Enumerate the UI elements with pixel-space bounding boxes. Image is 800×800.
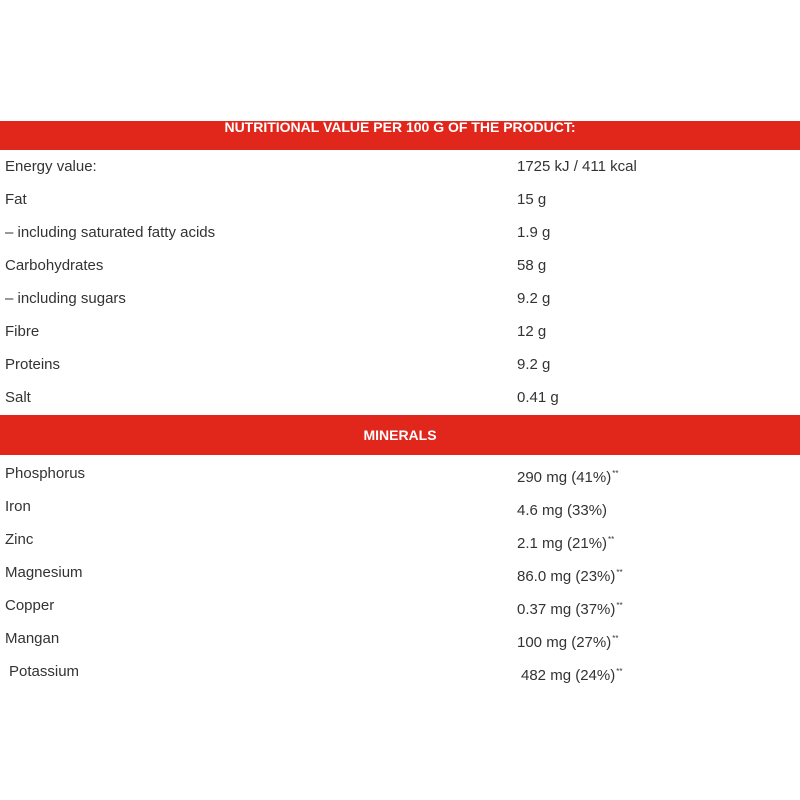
nutrient-value: 58 g <box>517 257 547 274</box>
table-row <box>0 315 800 348</box>
nutrient-name: Fat <box>5 191 27 208</box>
mineral-amount: 482 mg (24%) <box>521 667 616 684</box>
mineral-value <box>517 457 618 494</box>
mineral-name: Phosphorus <box>5 465 86 482</box>
table-row <box>0 183 800 216</box>
nutrient-value: 1.9 g <box>517 224 551 241</box>
table-row <box>0 523 800 556</box>
mineral-name: Magnesium <box>5 564 83 581</box>
table-row <box>0 216 800 249</box>
nutrient-name: Carbohydrates <box>5 257 104 274</box>
mineral-name: Potassium <box>9 663 80 680</box>
nutrient-name: – including sugars <box>5 290 126 307</box>
mineral-value <box>517 523 614 560</box>
nutrient-name: Salt <box>5 389 31 406</box>
table-row <box>0 622 800 655</box>
nutrition-table <box>0 150 800 414</box>
table-row <box>0 282 800 315</box>
footnote-mark: ** <box>616 568 623 577</box>
nutrient-value: 0.41 g <box>517 389 559 406</box>
table-row <box>0 249 800 282</box>
footnote-mark: ** <box>612 634 619 643</box>
footnote-mark: ** <box>616 601 623 610</box>
mineral-name: Mangan <box>5 630 60 647</box>
nutrient-value: 15 g <box>517 191 547 208</box>
mineral-amount: 4.6 mg (33%) <box>517 502 608 519</box>
minerals-table <box>0 457 800 688</box>
mineral-name: Zinc <box>5 531 34 548</box>
mineral-amount: 2.1 mg (21%) <box>517 535 608 552</box>
table-row <box>0 348 800 381</box>
footnote-mark: ** <box>616 667 623 676</box>
mineral-value <box>517 556 623 593</box>
mineral-value <box>517 490 608 527</box>
footnote-mark: ** <box>612 469 619 478</box>
minerals-header <box>0 415 800 455</box>
nutrient-value: 9.2 g <box>517 356 551 373</box>
nutrient-name: Proteins <box>5 356 61 373</box>
minerals-header-label: MINERALS <box>363 427 437 443</box>
footnote-mark: ** <box>608 535 615 544</box>
mineral-value <box>517 589 623 626</box>
table-row <box>0 150 800 183</box>
nutrient-name: Energy value: <box>5 158 97 175</box>
nutrient-value: 12 g <box>517 323 547 340</box>
mineral-amount: 0.37 mg (37%) <box>517 601 616 618</box>
mineral-value <box>521 655 622 692</box>
nutrient-name: Fibre <box>5 323 40 340</box>
nutrition-header <box>0 121 800 150</box>
mineral-name: Copper <box>5 597 55 614</box>
table-row <box>0 457 800 490</box>
table-row <box>0 381 800 414</box>
table-row <box>0 589 800 622</box>
table-row <box>0 655 800 688</box>
nutrient-value: 9.2 g <box>517 290 551 307</box>
mineral-amount: 290 mg (41%) <box>517 469 612 486</box>
nutrient-name: – including saturated fatty acids <box>5 224 216 241</box>
table-row <box>0 490 800 523</box>
mineral-amount: 86.0 mg (23%) <box>517 568 616 585</box>
table-row <box>0 556 800 589</box>
nutrient-value: 1725 kJ / 411 kcal <box>517 158 637 175</box>
nutrition-header-label: NUTRITIONAL VALUE PER 100 G OF THE PRODUCT: <box>224 121 576 135</box>
mineral-value <box>517 622 618 659</box>
mineral-name: Iron <box>5 498 31 515</box>
mineral-amount: 100 mg (27%) <box>517 634 612 651</box>
